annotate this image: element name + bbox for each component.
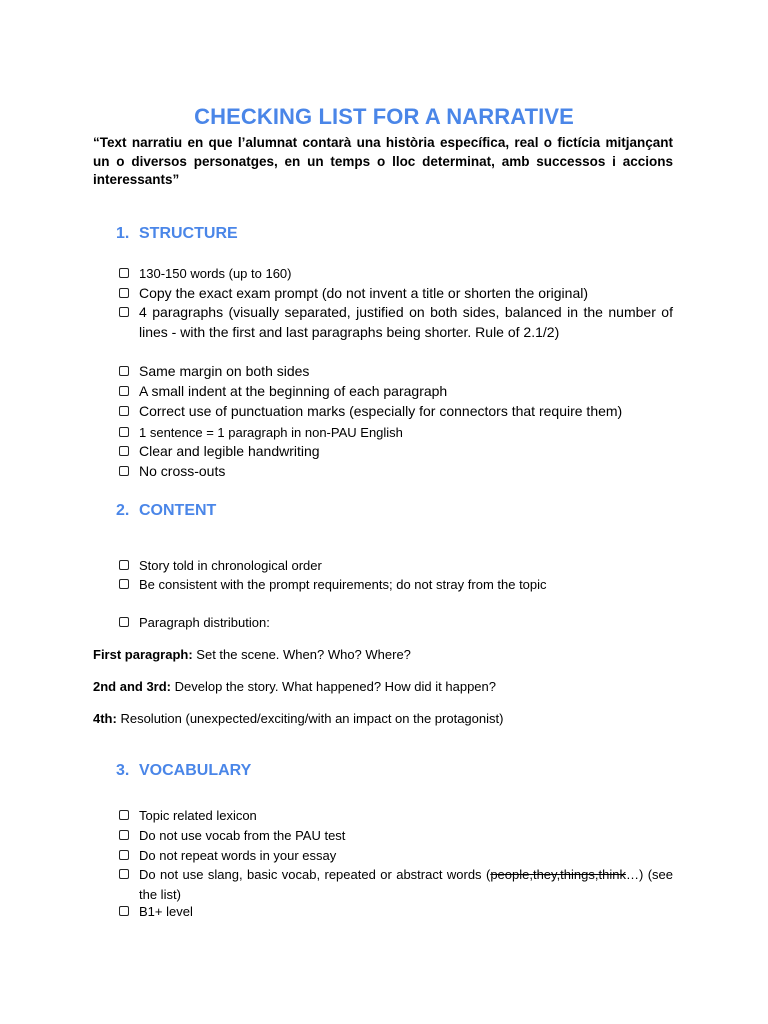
- checklist-item-label: B1+ level: [139, 904, 193, 919]
- section-heading-vocabulary: [116, 762, 251, 780]
- paragraph-guide: [93, 647, 411, 662]
- checkbox-icon[interactable]: [119, 366, 129, 376]
- checklist-item-label: Topic related lexicon: [139, 808, 257, 823]
- checkbox-icon[interactable]: [119, 268, 129, 278]
- section-number: 1.: [116, 225, 130, 242]
- checklist-item-label: Copy the exact exam prompt (do not invent a title or shorten the original): [139, 285, 589, 301]
- paragraph-guide-text: Resolution (unexpected/exciting/with an impact on the protagonist): [116, 711, 504, 726]
- checkbox-icon[interactable]: [119, 466, 129, 476]
- checklist-item-label: 1 sentence = 1 paragraph in non-PAU English: [139, 425, 403, 440]
- checklist-item[interactable]: [119, 462, 673, 482]
- checklist-item-label: Same margin on both sides: [139, 363, 310, 379]
- checkbox-icon[interactable]: [119, 906, 129, 916]
- checkbox-icon[interactable]: [119, 850, 129, 860]
- checklist-item[interactable]: [119, 806, 673, 826]
- checkbox-icon[interactable]: [119, 579, 129, 589]
- checkbox-icon[interactable]: [119, 288, 129, 298]
- paragraph-guide-text: Set the scene. When? Who? Where?: [192, 647, 411, 662]
- paragraph-guide-text: Develop the story. What happened? How did it happen?: [171, 679, 496, 694]
- section-heading-structure: [116, 225, 238, 243]
- checkbox-icon[interactable]: [119, 427, 129, 437]
- checklist-item[interactable]: [119, 613, 673, 633]
- checklist-item-label: 130-150 words (up to 160): [139, 266, 292, 281]
- section-title: CONTENT: [139, 502, 217, 519]
- slang-item-text: Do not use slang, basic vocab, repeated or abstract words (: [139, 867, 491, 882]
- checkbox-icon[interactable]: [119, 446, 129, 456]
- checklist-item-label: Do not use vocab from the PAU test: [139, 828, 346, 843]
- page-title: CHECKING LIST FOR A NARRATIVE: [194, 104, 574, 129]
- paragraph-guide-label: First paragraph:: [93, 647, 193, 662]
- slang-item-suffix: …) (see the list): [139, 867, 673, 902]
- checklist-item[interactable]: [119, 865, 673, 905]
- checklist-item-label: Correct use of punctuation marks (especially for connectors that require them): [139, 403, 623, 419]
- section-heading-content: [116, 502, 216, 520]
- checklist-item-label: [139, 865, 673, 905]
- checklist-item[interactable]: [119, 846, 673, 866]
- checklist-item-label: No cross-outs: [139, 463, 226, 479]
- checklist-item[interactable]: [119, 382, 673, 402]
- checkbox-icon[interactable]: [119, 560, 129, 570]
- checkbox-icon[interactable]: [119, 617, 129, 627]
- checklist-item-label: Clear and legible handwriting: [139, 443, 320, 459]
- paragraph-guide: [93, 711, 503, 726]
- checkbox-icon[interactable]: [119, 406, 129, 416]
- paragraph-guide: [93, 679, 496, 694]
- checklist-item[interactable]: [119, 902, 673, 922]
- checklist-item[interactable]: [119, 575, 673, 595]
- paragraph-guide-label: 2nd and 3rd:: [93, 679, 172, 694]
- struck-words: people,they,things,think: [490, 867, 626, 882]
- checklist-item-label: Do not repeat words in your essay: [139, 848, 337, 863]
- checklist-item-label: A small indent at the beginning of each paragraph: [139, 383, 448, 399]
- section-title: VOCABULARY: [139, 762, 252, 779]
- checkbox-icon[interactable]: [119, 386, 129, 396]
- checklist-item[interactable]: [119, 362, 673, 382]
- checkbox-icon[interactable]: [119, 830, 129, 840]
- section-title: STRUCTURE: [139, 225, 238, 242]
- checklist-item-label: Paragraph distribution:: [139, 615, 270, 630]
- checklist-item[interactable]: [119, 826, 673, 846]
- task-definition-quote: “Text narratiu en que l’alumnat contarà una història específica, real o fictícia mitjançant un o diversos personatges, en un temps o lloc determinat, amb successos i accions interessants”: [93, 135, 673, 187]
- checklist-item-label: Story told in chronological order: [139, 558, 322, 573]
- checkbox-icon[interactable]: [119, 307, 129, 317]
- checklist-item[interactable]: [119, 264, 673, 284]
- checklist-item[interactable]: [119, 303, 673, 343]
- checklist-item[interactable]: [119, 402, 673, 422]
- checkbox-icon[interactable]: [119, 869, 129, 879]
- checkbox-icon[interactable]: [119, 810, 129, 820]
- paragraph-guide-label: 4th:: [93, 711, 117, 726]
- section-number: 2.: [116, 502, 130, 519]
- checklist-item-label: Be consistent with the prompt requirements; do not stray from the topic: [139, 577, 547, 592]
- checklist-item[interactable]: [119, 423, 673, 443]
- checklist-item-label: 4 paragraphs (visually separated, justified on both sides, balanced in the number of lines - with the first and last paragraphs being shorter. Rule of 2.1/2): [139, 304, 673, 340]
- section-number: 3.: [116, 762, 130, 779]
- checklist-item[interactable]: [119, 442, 673, 462]
- checklist-item[interactable]: [119, 556, 673, 576]
- checklist-item[interactable]: [119, 284, 673, 304]
